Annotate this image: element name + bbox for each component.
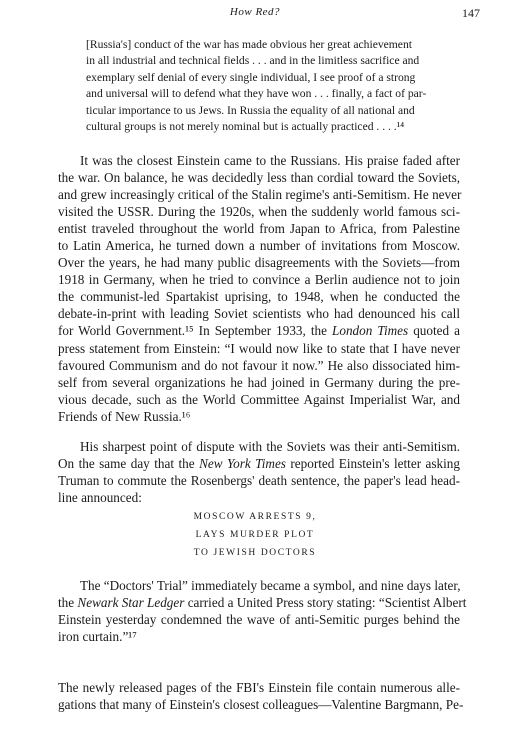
text-line: iron curtain.”¹⁷	[58, 629, 137, 645]
text-line: press statement from Einstein: “I would now like to state that I have never	[58, 340, 460, 356]
text-line	[58, 322, 460, 339]
text-line: debate-in-print with leading Soviet scientists who had denounced his call	[58, 306, 460, 322]
text-segment: the	[58, 595, 78, 611]
text-line: Over the years, he had many public disagreements with the Soviets—from	[58, 255, 460, 271]
italic-source: New York Times	[199, 456, 286, 472]
running-header	[0, 6, 510, 22]
paragraph-3	[58, 577, 467, 645]
text-line: visited the USSR. During the 1920s, when the suddenly world famous sci-	[58, 204, 460, 220]
text-line: Truman to commute the Rosenbergs' death sentence, the paper's lead head-	[58, 473, 460, 489]
paragraph-4	[58, 679, 464, 713]
quote-line: ticular importance to us Jews. In Russia the equality of all national and	[86, 103, 415, 117]
text-line: entist traveled throughout the world from Japan to Africa, from Palestine	[58, 221, 460, 237]
italic-source: Newark Star Ledger	[77, 595, 185, 611]
headline-line: TO JEWISH DOCTORS	[193, 548, 317, 558]
text-line: the war. On balance, he was decidedly less than cordial toward the Soviets,	[58, 170, 460, 186]
text-segment: reported Einstein's letter asking	[285, 456, 460, 472]
italic-source: London Times	[332, 323, 409, 339]
headline-line: LAYS MURDER PLOT	[195, 530, 315, 540]
text-line: favoured Communism and do not favour it now.” He also dissociated him-	[58, 357, 460, 373]
text-line: the communist-led Spartakist uprising, to 1948, when he conducted the	[58, 289, 460, 305]
quote-line: cultural groups is not merely nominal but is actually practiced . . . .¹⁴	[86, 120, 405, 134]
text-line: The “Doctors' Trial” immediately became a symbol, and nine days later,	[80, 578, 461, 593]
running-title: How Red?	[229, 6, 281, 18]
text-line: vious decade, such as the World Committee Against Imperialist War, and	[58, 391, 460, 407]
text-line	[58, 594, 467, 611]
text-line: Friends of New Russia.¹⁶	[58, 408, 191, 424]
quote-line: [Russia's] conduct of the war has made obvious her great achievement	[86, 38, 412, 51]
newspaper-headline	[0, 508, 510, 562]
text-line: The newly released pages of the FBI's Einstein file contain numerous alle-	[58, 680, 460, 695]
text-line: 1918 in Germany, when he tried to convince a Berlin audience not to join	[58, 272, 460, 288]
quote-line: in all industrial and technical fields . . . and in the limitless sacrifice and	[86, 54, 420, 68]
text-segment: carried a United Press story stating: “Scientist Albert	[184, 595, 467, 611]
text-segment: quoted a	[408, 323, 461, 339]
text-line: It was the closest Einstein came to the Russians. His praise faded after	[80, 153, 460, 168]
page-number: 147	[462, 6, 480, 20]
text-line: gations that many of Einstein's closest colleagues—Valentine Bargmann, Pe-	[58, 697, 464, 713]
text-segment: for World Government.¹⁵ In September 1933, the	[58, 323, 333, 339]
text-segment: On the same day that the	[58, 456, 200, 472]
text-line: His sharpest point of dispute with the Soviets was their anti-Semitism.	[80, 439, 460, 454]
text-line: Einstein yesterday condemned the wave of anti-Semitic purges behind the	[58, 612, 460, 628]
text-line: and grew increasingly critical of the Stalin regime's anti-Semitism. He never	[58, 187, 462, 203]
text-line: self from several organizations he had joined in Germany during the pre-	[58, 374, 460, 390]
paragraph-2	[58, 438, 460, 506]
text-line	[58, 455, 460, 472]
block-quote	[86, 37, 428, 135]
text-line: line announced:	[58, 490, 142, 506]
quote-line: and universal will to defend what they have won . . . finally, a fact of par-	[86, 87, 427, 101]
text-line: to Latin America, he turned down a number of invitations from Moscow.	[58, 238, 460, 254]
headline-line: MOSCOW ARRESTS 9,	[193, 512, 317, 522]
paragraph-1	[58, 152, 460, 425]
quote-line: exemplary self denial of every single individual, I see proof of a strong	[86, 70, 416, 84]
